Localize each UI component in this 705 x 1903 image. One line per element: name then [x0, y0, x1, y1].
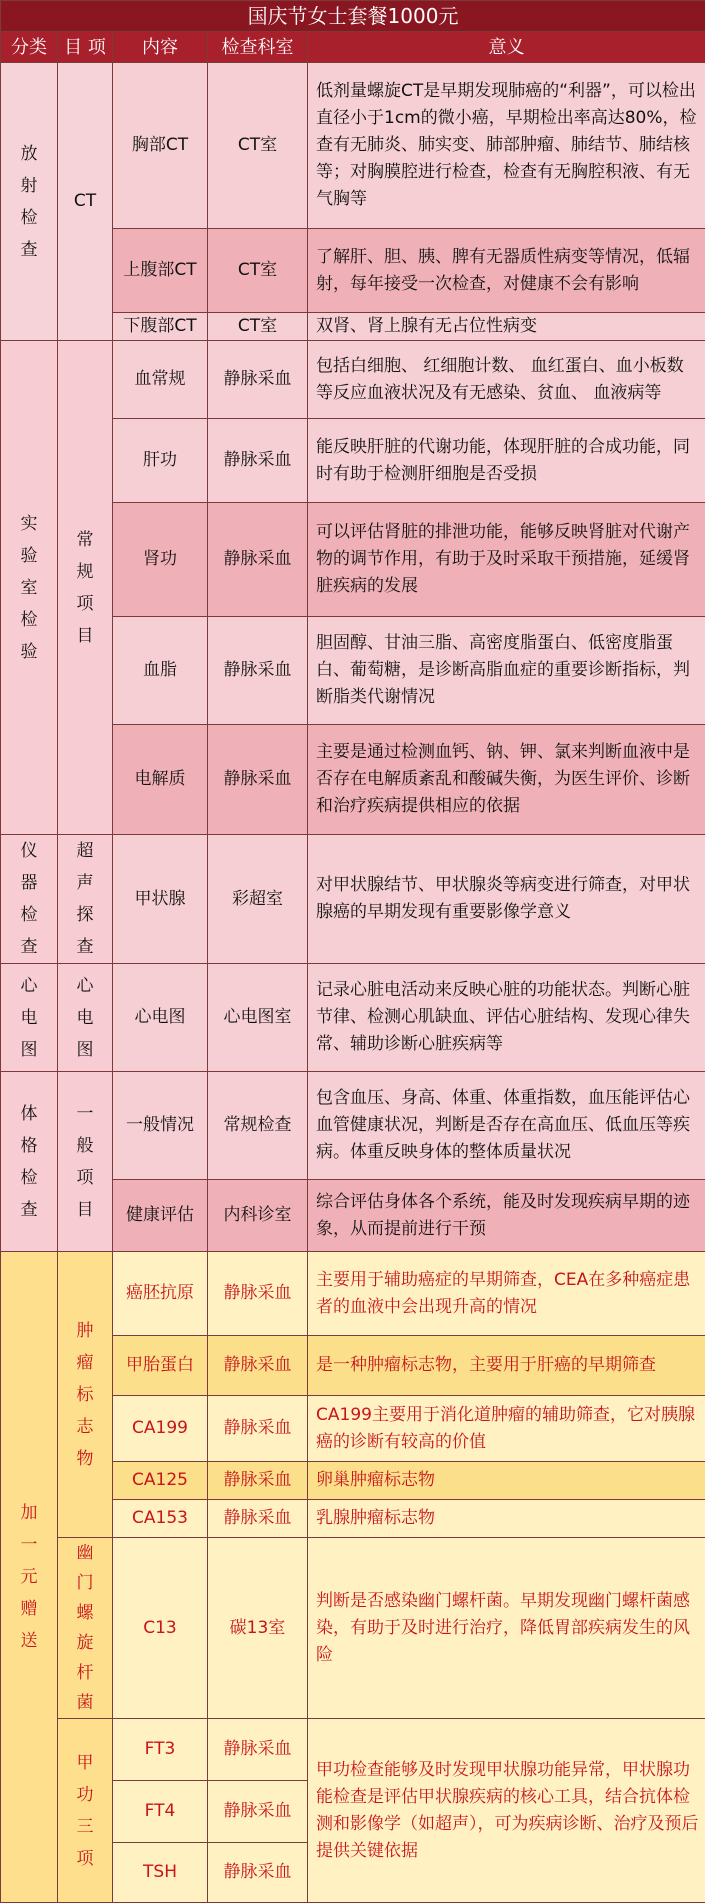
content-cell: 血常规 [113, 341, 208, 419]
dept-cell: 静脉采血 [208, 1252, 308, 1336]
content-cell: C13 [113, 1538, 208, 1719]
meaning-cell: 可以评估肾脏的排泄功能，能够反映肾脏对代谢产物的调节作用，有助于及时采取干预措施，延缓肾脏疾病的发展 [308, 503, 705, 617]
content-cell: 下腹部CT [113, 313, 208, 341]
content-cell: FT3 [113, 1719, 208, 1781]
table-row [1, 63, 705, 229]
content-cell: FT4 [113, 1781, 208, 1843]
table-row [1, 835, 705, 964]
meaning-cell: 乳腺肿瘤标志物 [308, 1500, 705, 1538]
meaning-cell: 记录心脏电活动来反映心脏的功能状态。判断心脏节律、检测心肌缺血、评估心脏结构、发现心律失常、辅助诊断心脏疾病等 [308, 964, 705, 1072]
meaning-cell: 综合评估身体各个系统，能及时发现疾病早期的迹象，从而提前进行干预 [308, 1180, 705, 1252]
dept-cell: 静脉采血 [208, 1500, 308, 1538]
content-cell: 血脂 [113, 617, 208, 725]
meaning-cell: 低剂量螺旋CT是早期发现肺癌的“利器”，可以检出直径小于1cm的微小癌，早期检出率高达80%，检查有无肺炎、肺实变、肺部肿瘤、肺结节、肺结核等；对胸膜腔进行检查，检查有无胸腔积液、有无气胸等 [308, 63, 705, 229]
dept-cell: 静脉采血 [208, 341, 308, 419]
dept-cell: 静脉采血 [208, 1396, 308, 1462]
meaning-cell: 能反映肝脏的代谢功能，体现肝脏的合成功能，同时有助于检测肝细胞是否受损 [308, 419, 705, 503]
content-cell: 胸部CT [113, 63, 208, 229]
category-cell: 加 一 元 赠 送 [1, 1252, 58, 1903]
category-cell: 实 验 室 检 验 [1, 341, 58, 835]
dept-cell: 心电图室 [208, 964, 308, 1072]
content-cell: 心电图 [113, 964, 208, 1072]
meaning-cell: 包括白细胞、 红细胞计数、 血红蛋白、血小板数等反应血液状况及有无感染、贫血、 血液病等 [308, 341, 705, 419]
table-row [1, 1719, 705, 1781]
item-cell: 甲 功 三 项 [58, 1719, 113, 1903]
dept-cell: 碳13室 [208, 1538, 308, 1719]
category-cell: 心 电 图 [1, 964, 58, 1072]
content-cell: 电解质 [113, 725, 208, 835]
dept-cell: CT室 [208, 229, 308, 313]
meaning-cell: 判断是否感染幽门螺杆菌。早期发现幽门螺杆菌感染，有助于及时进行治疗，降低胃部疾病发生的风险 [308, 1538, 705, 1719]
meaning-cell: 是一种肿瘤标志物，主要用于肝癌的早期筛查 [308, 1336, 705, 1396]
dept-cell: 静脉采血 [208, 1719, 308, 1781]
header-meaning: 意义 [308, 32, 705, 63]
content-cell: 癌胚抗原 [113, 1252, 208, 1336]
header-row [1, 32, 705, 63]
item-cell: 常 规 项 目 [58, 341, 113, 835]
meaning-cell: 甲功检查能够及时发现甲状腺功能异常，甲状腺功能检查是评估甲状腺疾病的核心工具，结合抗体检测和影像学（如超声），可为疾病诊断、治疗及预后提供关键依据 [308, 1719, 705, 1903]
content-cell: 肝功 [113, 419, 208, 503]
content-cell: 一般情况 [113, 1072, 208, 1180]
dept-cell: 静脉采血 [208, 419, 308, 503]
dept-cell: 常规检查 [208, 1072, 308, 1180]
content-cell: TSH [113, 1843, 208, 1903]
item-cell: 幽 门 螺 旋 杆 菌 [58, 1538, 113, 1719]
category-cell: 仪 器 检 查 [1, 835, 58, 964]
table-row [1, 341, 705, 419]
meaning-cell: 卵巢肿瘤标志物 [308, 1462, 705, 1500]
meaning-cell: 包含血压、身高、体重、体重指数，血压能评估心血管健康状况，判断是否存在高血压、低血压等疾病。体重反映身体的整体质量状况 [308, 1072, 705, 1180]
meaning-cell: CA199主要用于消化道肿瘤的辅助筛查，它对胰腺癌的诊断有较高的价值 [308, 1396, 705, 1462]
header-item: 目 项 [58, 32, 113, 63]
meaning-cell: 了解肝、胆、胰、脾有无器质性病变等情况，低辐射，每年接受一次检查，对健康不会有影响 [308, 229, 705, 313]
item-cell: CT [58, 63, 113, 341]
table-row [1, 1252, 705, 1336]
content-cell: CA153 [113, 1500, 208, 1538]
dept-cell: 静脉采血 [208, 617, 308, 725]
dept-cell: 内科诊室 [208, 1180, 308, 1252]
dept-cell: 静脉采血 [208, 1781, 308, 1843]
content-cell: 上腹部CT [113, 229, 208, 313]
meaning-cell: 主要用于辅助癌症的早期筛查，CEA在多种癌症患者的血液中会出现升高的情况 [308, 1252, 705, 1336]
content-cell: 肾功 [113, 503, 208, 617]
item-cell: 超 声 探 查 [58, 835, 113, 964]
dept-cell: 静脉采血 [208, 1843, 308, 1903]
item-cell: 肿 瘤 标 志 物 [58, 1252, 113, 1538]
dept-cell: CT室 [208, 63, 308, 229]
header-category: 分类 [1, 32, 58, 63]
item-cell: 心 电 图 [58, 964, 113, 1072]
meaning-cell: 双肾、肾上腺有无占位性病变 [308, 313, 705, 341]
table-row [1, 1072, 705, 1180]
header-department: 检查科室 [208, 32, 308, 63]
meaning-cell: 主要是通过检测血钙、钠、钾、氯来判断血液中是否存在电解质紊乱和酸碱失衡，为医生评价、诊断和治疗疾病提供相应的依据 [308, 725, 705, 835]
table-row [1, 964, 705, 1072]
item-cell: 一 般 项 目 [58, 1072, 113, 1252]
table-row [1, 1538, 705, 1719]
header-content: 内容 [113, 32, 208, 63]
category-cell: 放 射 检 查 [1, 63, 58, 341]
meaning-cell: 对甲状腺结节、甲状腺炎等病变进行筛查，对甲状腺癌的早期发现有重要影像学意义 [308, 835, 705, 964]
dept-cell: 静脉采血 [208, 1336, 308, 1396]
content-cell: CA199 [113, 1396, 208, 1462]
content-cell: 甲胎蛋白 [113, 1336, 208, 1396]
dept-cell: CT室 [208, 313, 308, 341]
dept-cell: 彩超室 [208, 835, 308, 964]
dept-cell: 静脉采血 [208, 1462, 308, 1500]
page-title: 国庆节女士套餐1000元 [1, 1, 705, 32]
category-cell: 体 格 检 查 [1, 1072, 58, 1252]
content-cell: 健康评估 [113, 1180, 208, 1252]
dept-cell: 静脉采血 [208, 503, 308, 617]
meaning-cell: 胆固醇、甘油三脂、高密度脂蛋白、低密度脂蛋白、葡萄糖，是诊断高脂血症的重要诊断指标，判断脂类代谢情况 [308, 617, 705, 725]
dept-cell: 静脉采血 [208, 725, 308, 835]
content-cell: 甲状腺 [113, 835, 208, 964]
content-cell: CA125 [113, 1462, 208, 1500]
